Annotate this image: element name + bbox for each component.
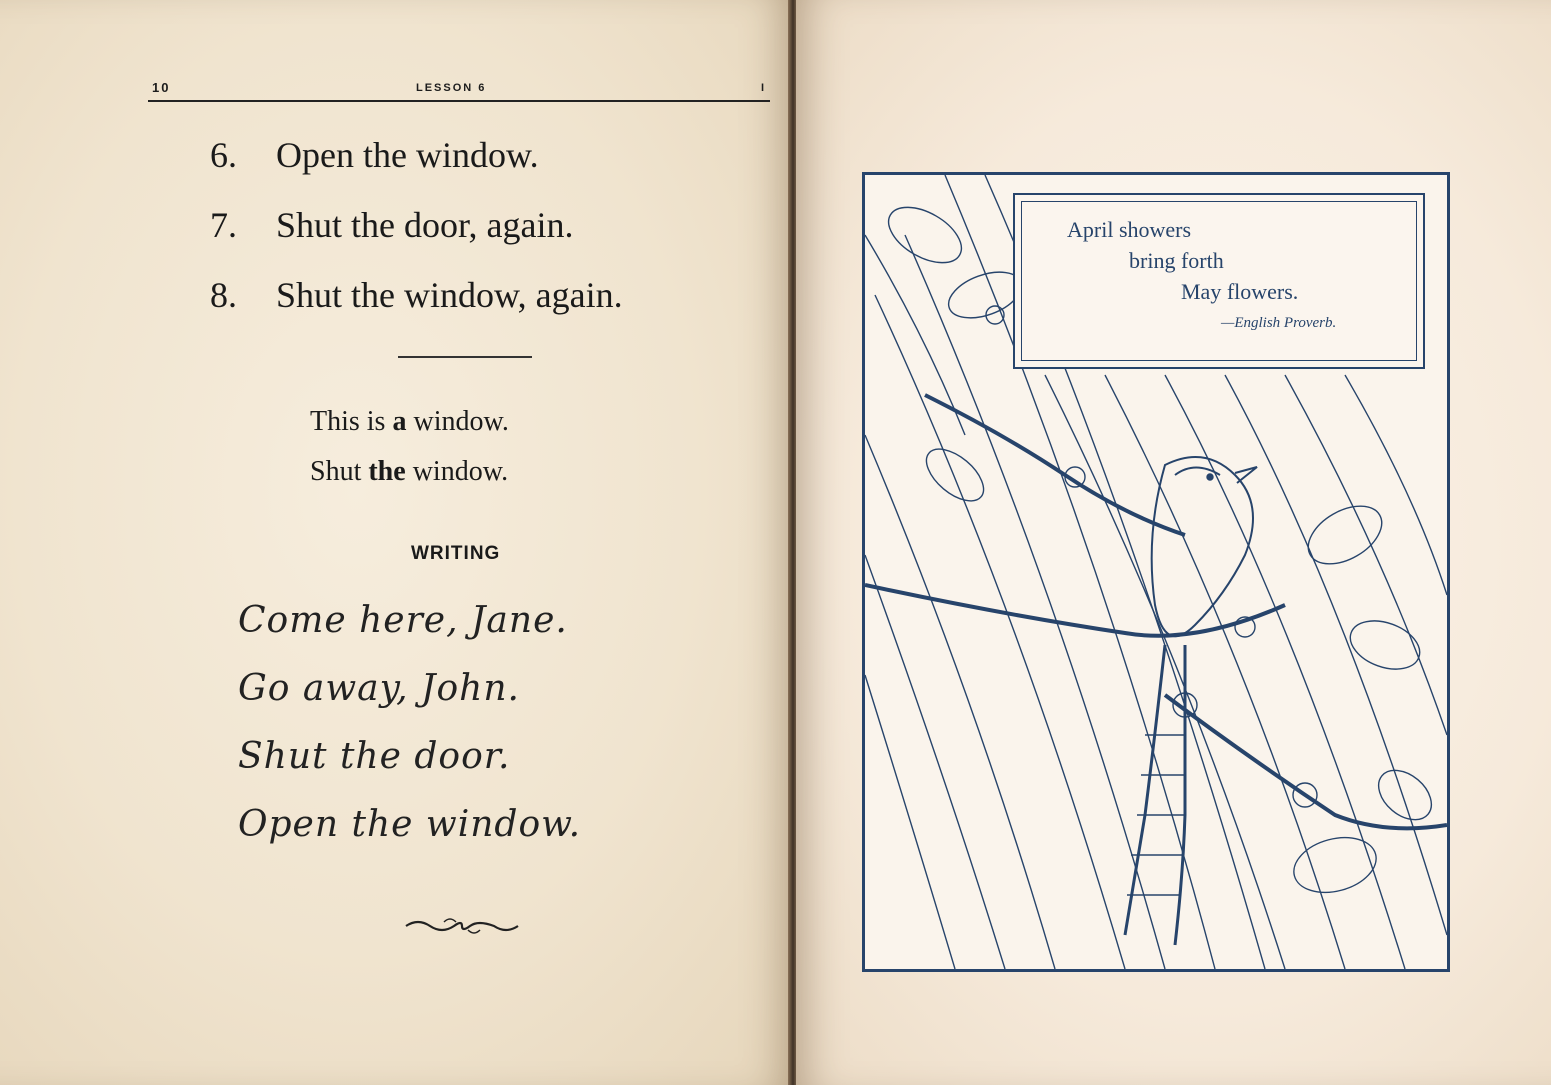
sentence-8 [210,270,623,340]
example-sentences [310,400,509,500]
sentence-6 [210,130,623,200]
sentence-text: Shut the door, again. [276,205,574,245]
script-line: Open the window. [238,804,582,845]
proverb-line-2: bring forth [1129,248,1224,273]
example-text: Shut [310,456,369,487]
script-line: Come here, Jane. [238,600,568,641]
example-text: window. [406,406,509,437]
script-line: Go away, John. [238,668,520,709]
example-line-2 [310,450,509,500]
right-page [796,0,1551,1085]
proverb-caption-box [1013,193,1425,369]
proverb-line-1: April showers [1067,217,1192,242]
example-bold-word: the [368,456,406,487]
running-head [148,78,770,102]
example-line-1 [310,400,509,450]
proverb-line-3: May flowers. [1181,279,1299,304]
example-text: window. [405,456,509,487]
lesson-title: LESSON 6 [416,82,487,94]
example-text: This is [310,406,393,437]
divider-rule [398,356,532,358]
folio-mark: I [760,82,766,94]
sentence-number: 7. [210,205,237,245]
cursive-lines [238,590,581,862]
example-bold-word: a [392,406,407,437]
script-line: Shut the door. [238,736,511,777]
sentence-7 [210,200,623,270]
writing-heading: WRITING [411,543,501,564]
proverb-attribution: —English Proverb. [1221,315,1337,331]
sentence-text: Shut the window, again. [276,275,623,315]
sentence-number: 8. [210,275,237,315]
ornament-icon [404,914,520,938]
page-number: 10 [152,80,171,95]
sentence-number: 6. [210,135,237,175]
illustration-plate [862,172,1450,972]
numbered-sentences [210,130,623,340]
sentence-text: Open the window. [276,135,539,175]
